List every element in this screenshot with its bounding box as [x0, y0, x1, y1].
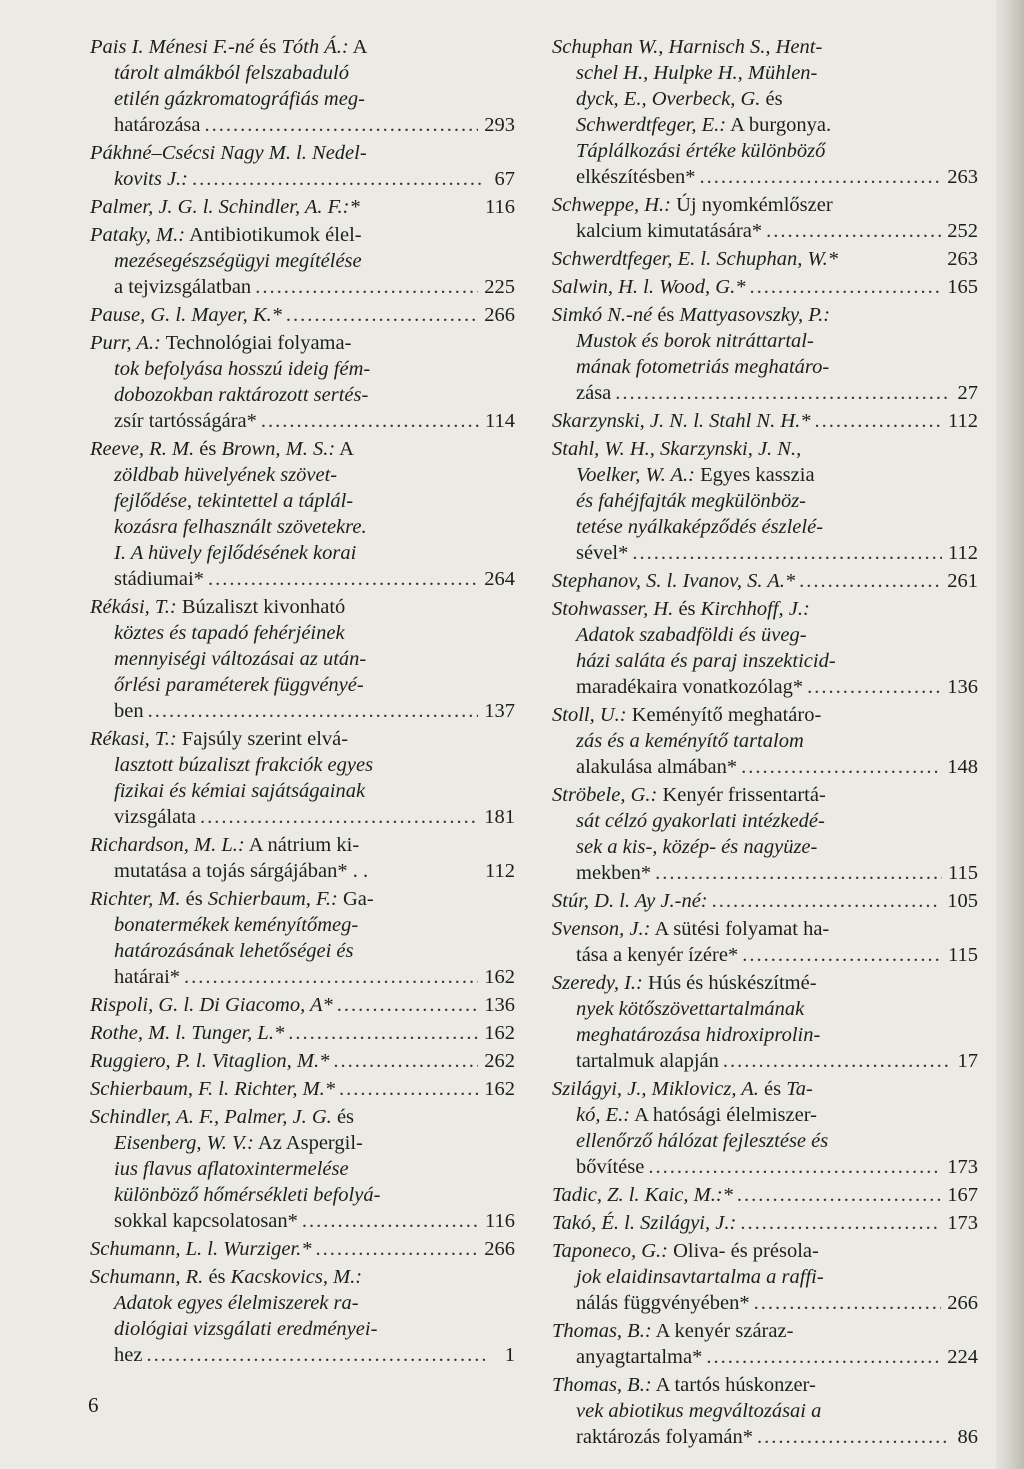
entry-line: Szilágyi, J., Miklovicz, A. és Ta- — [552, 1078, 813, 1100]
page-reference: 266 — [484, 1238, 515, 1260]
entry-text: határozása — [114, 114, 201, 136]
index-entry — [552, 408, 978, 434]
index-entry — [552, 970, 978, 1074]
page-reference: 252 — [947, 220, 978, 242]
entry-line: házi saláta és paraj inszekticid- — [576, 650, 836, 672]
leader-dots — [286, 302, 478, 328]
entry-final-line — [552, 1182, 978, 1208]
index-column-right — [552, 34, 978, 1452]
page-reference: 266 — [947, 1292, 978, 1314]
entry-line: Reeve, R. M. és Brown, M. S.: A — [90, 438, 354, 460]
entry-final-line — [552, 754, 978, 780]
entry-line: tetése nyálkaképződés észlelé- — [576, 516, 824, 538]
entry-line: Svenson, J.: A sütési folyamat ha- — [552, 918, 830, 940]
entry-line: Thomas, B.: A kenyér száraz- — [552, 1320, 794, 1342]
entry-text: hez — [114, 1344, 143, 1366]
entry-text: Palmer, J. G. l. Schindler, A. F.:* — [90, 196, 360, 218]
entry-line: Schweppe, H.: Új nyomkémlőszer — [552, 194, 833, 216]
entry-line: mennyiségi változásai az után- — [114, 648, 367, 670]
entry-line: őrlési paraméterek függvényé- — [114, 674, 364, 696]
entry-text: elkészítésben* — [576, 166, 696, 188]
leader-dots — [255, 274, 478, 300]
entry-final-line — [90, 194, 515, 220]
entry-text: ben — [114, 700, 144, 722]
index-entry — [552, 436, 978, 566]
index-entry — [90, 1264, 515, 1368]
index-entry — [552, 1182, 978, 1208]
entry-text: sével* — [576, 542, 629, 564]
entry-line: Stahl, W. H., Skarzynski, J. N., — [552, 438, 802, 460]
index-entry — [90, 992, 515, 1018]
entry-text: kalcium kimutatására* — [576, 220, 763, 242]
leader-dots — [184, 964, 478, 990]
entry-final-line — [552, 888, 978, 914]
entry-final-line — [552, 218, 978, 244]
leader-dots — [742, 942, 942, 968]
entry-final-line — [552, 164, 978, 190]
index-entry — [90, 140, 515, 192]
entry-line: különböző hőmérsékleti befolyá- — [114, 1184, 381, 1206]
page-reference: 136 — [484, 994, 515, 1016]
leader-dots — [339, 1076, 478, 1102]
entry-text: raktározás folyamán* — [576, 1426, 754, 1448]
index-entry — [90, 222, 515, 300]
index-entry — [552, 1238, 978, 1316]
leader-dots — [706, 1344, 941, 1370]
index-entry — [90, 302, 515, 328]
entry-text: anyagtartalma* — [576, 1346, 703, 1368]
entry-line: mának fotometriás meghatáro- — [576, 356, 830, 378]
page-reference: 162 — [484, 1078, 515, 1100]
entry-final-line — [552, 674, 978, 700]
entry-final-line — [552, 860, 978, 886]
index-entry — [90, 726, 515, 830]
entry-text: Rothe, M. l. Tunger, L.* — [90, 1022, 285, 1044]
leader-dots — [288, 1020, 478, 1046]
entry-line: Szeredy, I.: Hús és húskészítmé- — [552, 972, 817, 994]
leader-dots — [302, 1208, 479, 1234]
page-reference: 225 — [484, 276, 515, 298]
entry-final-line — [90, 858, 515, 884]
leader-dots — [757, 1424, 948, 1450]
index-entry — [90, 1076, 515, 1102]
entry-line: Richardson, M. L.: A nátrium ki- — [90, 834, 360, 856]
leader-dots — [807, 674, 941, 700]
index-entry — [90, 1236, 515, 1262]
entry-final-line — [552, 568, 978, 594]
entry-final-line — [90, 1076, 515, 1102]
entry-final-line — [552, 1048, 978, 1074]
page-reference: 115 — [948, 862, 978, 884]
leader-dots — [316, 1236, 479, 1262]
index-entry — [90, 436, 515, 592]
index-entry — [552, 916, 978, 968]
entry-text: Tadic, Z. l. Kaic, M.:* — [552, 1184, 733, 1206]
index-entry — [552, 782, 978, 886]
entry-final-line — [552, 1210, 978, 1236]
entry-final-line — [90, 804, 515, 830]
entry-final-line — [90, 1236, 515, 1262]
entry-line: bonatermékek keményítőmeg- — [114, 914, 359, 936]
entry-line: Táplálkozási értéke különböző — [576, 140, 826, 162]
entry-text: a tejvizsgálatban — [114, 276, 252, 298]
entry-line: Stoll, U.: Keményítő meghatáro- — [552, 704, 822, 726]
page-reference: 173 — [947, 1212, 978, 1234]
leader-dots — [740, 1210, 941, 1236]
entry-final-line — [90, 566, 515, 592]
leader-dots — [146, 1342, 485, 1368]
entry-text: Ruggiero, P. l. Vitaglion, M.* — [90, 1050, 330, 1072]
entry-line: dobozokban raktározott sertés- — [114, 384, 369, 406]
entry-line: dyck, E., Overbeck, G. és — [576, 88, 783, 110]
entry-line: nyek kötőszövettartalmának — [576, 998, 805, 1020]
index-entry — [552, 34, 978, 190]
page-edge — [996, 0, 1024, 1469]
entry-final-line — [90, 1342, 515, 1368]
entry-line: sát célzó gyakorlati intézkedé- — [576, 810, 825, 832]
page-reference: 165 — [947, 276, 978, 298]
entry-text: maradékaira vonatkozólag* — [576, 676, 804, 698]
index-entry — [552, 246, 978, 272]
entry-line: Eisenberg, W. V.: Az Aspergil- — [114, 1132, 363, 1154]
index-entry — [552, 274, 978, 300]
page-reference: 162 — [484, 966, 515, 988]
index-entry — [552, 1210, 978, 1236]
page-reference: 263 — [947, 248, 978, 270]
entry-text: vizsgálata — [114, 806, 196, 828]
entry-line: zás és a keményítő tartalom — [576, 730, 804, 752]
entry-text: sokkal kapcsolatosan* — [114, 1210, 298, 1232]
entry-line: mezésegészségügyi megítélése — [114, 250, 362, 272]
entry-text: zása — [576, 382, 612, 404]
entry-line: Rékasi, T.: Fajsúly szerint elvá- — [90, 728, 349, 750]
index-entry — [90, 1048, 515, 1074]
index-entry — [552, 192, 978, 244]
entry-final-line — [552, 1344, 978, 1370]
index-entry — [552, 1076, 978, 1180]
entry-line: lasztott búzaliszt frakciók egyes — [114, 754, 374, 776]
entry-text: Skarzynski, J. N. l. Stahl N. H.* — [552, 410, 811, 432]
entry-text: tartalmuk alapján — [576, 1050, 719, 1072]
entry-line: jok elaidinsavtartalma a raffi- — [576, 1266, 824, 1288]
entry-line: Schumann, R. és Kacskovics, M.: — [90, 1266, 363, 1288]
entry-line: meghatározása hidroxiprolin- — [576, 1024, 821, 1046]
leader-dots — [815, 408, 942, 434]
entry-final-line — [552, 246, 978, 272]
leader-dots — [655, 860, 942, 886]
entry-line: tok befolyása hosszú ideig fém- — [114, 358, 371, 380]
leader-dots — [615, 380, 948, 406]
page-reference: 1 — [504, 1344, 515, 1366]
entry-line: Thomas, B.: A tartós húskonzer- — [552, 1374, 816, 1396]
entry-line: Richter, M. és Schierbaum, F.: Ga- — [90, 888, 374, 910]
entry-line: Pais I. Ménesi F.-né és Tóth Á.: A — [90, 36, 368, 58]
page-reference: 137 — [484, 700, 515, 722]
leader-dots — [200, 804, 478, 830]
entry-line: Adatok szabadföldi és üveg- — [576, 624, 807, 646]
entry-final-line — [552, 1154, 978, 1180]
entry-final-line — [552, 274, 978, 300]
page-reference: 17 — [957, 1050, 978, 1072]
leader-dots — [261, 408, 479, 434]
entry-line: határozásának lehetőségei és — [114, 940, 354, 962]
index-entry — [90, 1020, 515, 1046]
entry-line: sek a kis-, közép- és nagyüze- — [576, 836, 818, 858]
entry-final-line — [90, 302, 515, 328]
entry-final-line — [90, 964, 515, 990]
page-reference: 86 — [957, 1426, 978, 1448]
leader-dots — [632, 540, 942, 566]
leader-dots — [723, 1048, 948, 1074]
entry-line: ellenőrző hálózat fejlesztése és — [576, 1130, 829, 1152]
page-reference: 67 — [494, 168, 515, 190]
leader-dots — [754, 1290, 942, 1316]
entry-line: I. A hüvely fejlődésének korai — [114, 542, 357, 564]
entry-line: Schuphan W., Harnisch S., Hent- — [552, 36, 823, 58]
index-entry — [552, 596, 978, 700]
leader-dots — [741, 754, 941, 780]
leader-dots — [205, 112, 479, 138]
entry-line: schel H., Hulpke H., Mühlen- — [576, 62, 818, 84]
entry-text: Stephanov, S. l. Ivanov, S. A.* — [552, 570, 796, 592]
leader-dots — [700, 164, 942, 190]
entry-line: köztes és tapadó fehérjéinek — [114, 622, 345, 644]
page-reference: 293 — [484, 114, 515, 136]
index-entry — [552, 702, 978, 780]
index-column-left — [90, 34, 515, 1370]
page-reference: 116 — [485, 196, 515, 218]
entry-text: Stúr, D. l. Ay J.-né: — [552, 890, 708, 912]
entry-line: kó, E.: A hatósági élelmiszer- — [576, 1104, 817, 1126]
entry-text: mutatása a tojás sárgájában* . . — [114, 860, 369, 882]
leader-dots — [712, 888, 942, 914]
entry-final-line — [90, 698, 515, 724]
page-reference: 167 — [947, 1184, 978, 1206]
entry-line: Simkó N.-né és Mattyasovszky, P.: — [552, 304, 831, 326]
leader-dots — [337, 992, 478, 1018]
index-entry — [90, 832, 515, 884]
entry-line: Schwerdtfeger, E.: A burgonya. — [576, 114, 832, 136]
index-entry — [90, 886, 515, 990]
entry-text: határai* — [114, 966, 181, 988]
page-reference: 112 — [948, 410, 978, 432]
entry-line: vek abiotikus megváltozásai a — [576, 1400, 822, 1422]
entry-final-line — [552, 380, 978, 406]
entry-line: fejlődése, tekintettel a táplál- — [114, 490, 354, 512]
entry-text: Takó, É. l. Szilágyi, J.: — [552, 1212, 737, 1234]
index-entry — [552, 1318, 978, 1370]
page-reference: 162 — [484, 1022, 515, 1044]
entry-final-line — [90, 992, 515, 1018]
entry-line: Schindler, A. F., Palmer, J. G. és — [90, 1106, 355, 1128]
leader-dots — [208, 566, 478, 592]
leader-dots — [192, 166, 485, 192]
entry-line: és fahéjfajták megkülönböz- — [576, 490, 807, 512]
page-reference: 115 — [948, 944, 978, 966]
leader-dots — [766, 218, 941, 244]
leader-dots — [148, 698, 479, 724]
entry-line: tárolt almákból felszabaduló — [114, 62, 349, 84]
entry-final-line — [552, 408, 978, 434]
page-reference: 114 — [485, 410, 515, 432]
entry-line: Ströbele, G.: Kenyér frissentartá- — [552, 784, 826, 806]
page-reference: 112 — [485, 860, 515, 882]
page-reference: 105 — [947, 890, 978, 912]
entry-final-line — [90, 112, 515, 138]
page-reference: 116 — [485, 1210, 515, 1232]
index-entry — [552, 1372, 978, 1450]
entry-text: stádiumai* — [114, 568, 204, 590]
entry-final-line — [552, 540, 978, 566]
page-reference: 112 — [948, 542, 978, 564]
page-reference: 224 — [947, 1346, 978, 1368]
leader-dots — [749, 274, 941, 300]
entry-text: Rispoli, G. l. Di Giacomo, A* — [90, 994, 333, 1016]
index-entry — [90, 1104, 515, 1234]
index-entry — [90, 330, 515, 434]
index-entry — [552, 568, 978, 594]
leader-dots — [333, 1048, 478, 1074]
entry-line: fizikai és kémiai sajátságainak — [114, 780, 366, 802]
entry-text: zsír tartósságára* — [114, 410, 257, 432]
index-entry — [90, 194, 515, 220]
entry-final-line — [552, 1424, 978, 1450]
page-reference: 266 — [484, 304, 515, 326]
entry-text: bővítése — [576, 1156, 645, 1178]
entry-line: Rékási, T.: Búzaliszt kivonható — [90, 596, 346, 618]
entry-line: kozásra felhasznált szövetekre. — [114, 516, 367, 538]
page-reference: 181 — [484, 806, 515, 828]
page-reference: 136 — [947, 676, 978, 698]
entry-line: Voelker, W. A.: Egyes kasszia — [576, 464, 815, 486]
entry-text: alakulása almában* — [576, 756, 738, 778]
index-entry — [552, 302, 978, 406]
entry-text: nálás függvényében* — [576, 1292, 750, 1314]
page-reference: 261 — [947, 570, 978, 592]
entry-text: mekben* — [576, 862, 652, 884]
entry-line: diológiai vizsgálati eredményei- — [114, 1318, 378, 1340]
entry-line: Stohwasser, H. és Kirchhoff, J.: — [552, 598, 810, 620]
entry-line: Mustok és borok nitráttartal- — [576, 330, 814, 352]
entry-final-line — [552, 1290, 978, 1316]
entry-text: Schwerdtfeger, E. l. Schuphan, W.* — [552, 248, 839, 270]
page-reference: 27 — [957, 382, 978, 404]
entry-text: Schumann, L. l. Wurziger.* — [90, 1238, 312, 1260]
index-entry — [90, 594, 515, 724]
index-entry — [90, 34, 515, 138]
entry-text: kovits J.: — [114, 168, 188, 190]
entry-line: zöldbab hüvelyének szövet- — [114, 464, 338, 486]
entry-line: Pataky, M.: Antibiotikumok élel- — [90, 224, 362, 246]
entry-final-line — [90, 1020, 515, 1046]
page-number: 6 — [88, 1393, 99, 1417]
entry-final-line — [90, 274, 515, 300]
entry-final-line — [90, 408, 515, 434]
entry-line: Taponeco, G.: Oliva- és présola- — [552, 1240, 819, 1262]
leader-dots — [799, 568, 941, 594]
leader-dots — [737, 1182, 941, 1208]
page-reference: 173 — [947, 1156, 978, 1178]
entry-line: ius flavus aflatoxintermelése — [114, 1158, 349, 1180]
entry-final-line — [90, 1208, 515, 1234]
index-entry — [552, 888, 978, 914]
entry-text: Pause, G. l. Mayer, K.* — [90, 304, 282, 326]
entry-text: Salwin, H. l. Wood, G.* — [552, 276, 746, 298]
entry-text: Schierbaum, F. l. Richter, M.* — [90, 1078, 336, 1100]
page-reference: 264 — [484, 568, 515, 590]
entry-final-line — [90, 166, 515, 192]
page-reference: 263 — [947, 166, 978, 188]
entry-final-line — [552, 942, 978, 968]
entry-final-line — [90, 1048, 515, 1074]
entry-line: Purr, A.: Technológiai folyama- — [90, 332, 352, 354]
page-reference: 262 — [484, 1050, 515, 1072]
leader-dots — [648, 1154, 941, 1180]
entry-line: Pákhné–Csécsi Nagy M. l. Nedel- — [90, 142, 367, 164]
page-reference: 148 — [947, 756, 978, 778]
entry-line: Adatok egyes élelmiszerek ra- — [114, 1292, 359, 1314]
entry-line: etilén gázkromatográfiás meg- — [114, 88, 365, 110]
entry-text: tása a kenyér ízére* — [576, 944, 739, 966]
